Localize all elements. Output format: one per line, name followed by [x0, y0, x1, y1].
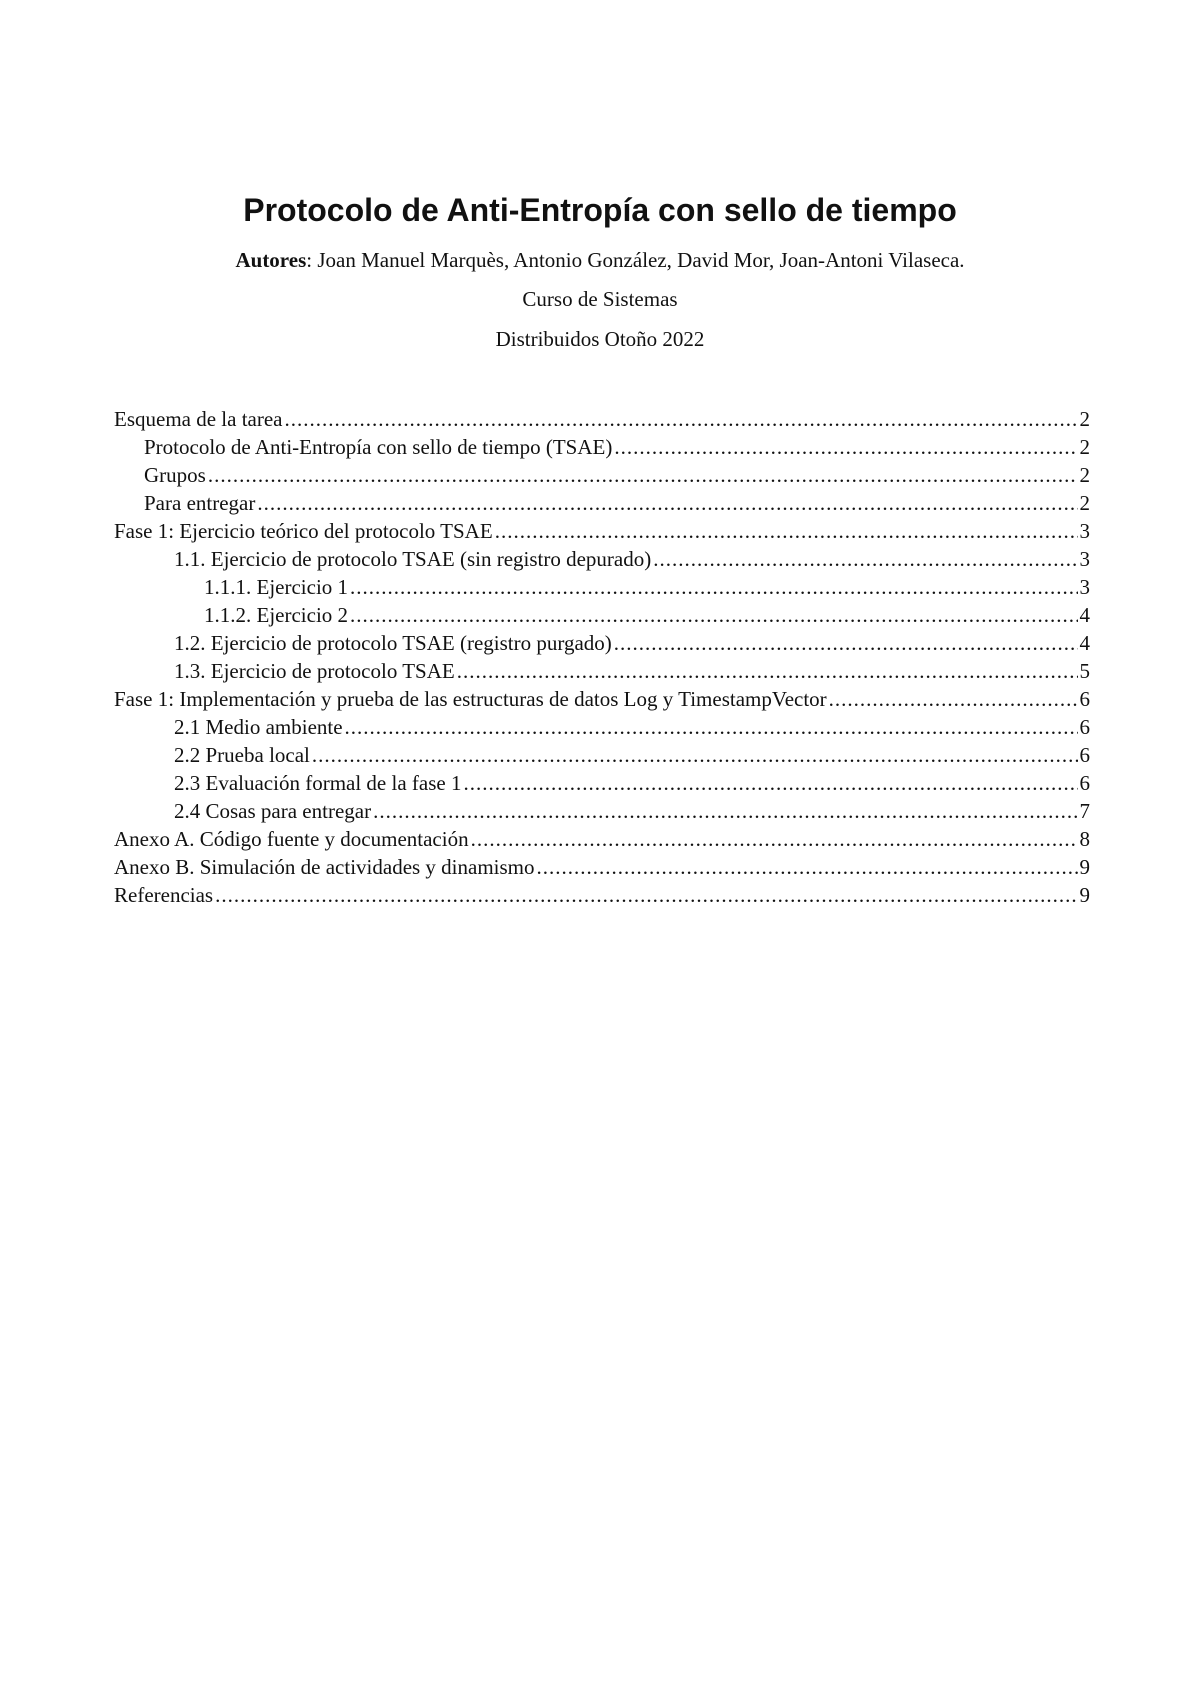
- toc-dot-leader: [208, 461, 1078, 489]
- toc-entry[interactable]: [114, 853, 1090, 881]
- toc-entry-page-number: 2: [1079, 463, 1090, 487]
- toc-dot-leader: [373, 797, 1077, 825]
- toc-entry-title: 2.4 Cosas para entregar: [174, 799, 372, 823]
- authors-line: [0, 246, 1200, 274]
- toc-entry[interactable]: [114, 573, 1090, 601]
- toc-entry-page-number: 6: [1079, 715, 1090, 739]
- toc-dot-leader: [312, 741, 1078, 769]
- toc-dot-leader: [285, 405, 1078, 433]
- toc-dot-leader: [471, 825, 1078, 853]
- course-line-2: Distribuidos Otoño 2022: [495, 327, 705, 351]
- toc-entry-page-number: 9: [1079, 883, 1090, 907]
- toc-entry-page-number: 5: [1079, 659, 1090, 683]
- toc-dot-leader: [537, 853, 1078, 881]
- toc-entry-page-number: 4: [1079, 631, 1090, 655]
- toc-entry-title: 2.1 Medio ambiente: [174, 715, 343, 739]
- toc-entry-page-number: 2: [1079, 491, 1090, 515]
- table-of-contents: [114, 405, 1090, 909]
- toc-entry[interactable]: [114, 713, 1090, 741]
- toc-entry-title: Referencias: [114, 883, 214, 907]
- toc-entry-title: 1.1.2. Ejercicio 2: [204, 603, 349, 627]
- toc-entry-title: Protocolo de Anti-Entropía con sello de tiempo (TSAE): [144, 435, 613, 459]
- document-title: Protocolo de Anti-Entropía con sello de tiempo: [243, 192, 957, 228]
- toc-dot-leader: [653, 545, 1077, 573]
- toc-dot-leader: [614, 629, 1078, 657]
- toc-dot-leader: [345, 713, 1078, 741]
- toc-entry-page-number: 2: [1079, 407, 1090, 431]
- toc-entry-title: 2.2 Prueba local: [174, 743, 310, 767]
- toc-entry-page-number: 2: [1079, 435, 1090, 459]
- toc-entry[interactable]: [114, 517, 1090, 545]
- authors-label: Autores: [235, 248, 307, 272]
- toc-entry[interactable]: [114, 405, 1090, 433]
- toc-entry-page-number: 8: [1079, 827, 1090, 851]
- toc-entry-title: 1.1. Ejercicio de protocolo TSAE (sin registro depurado): [174, 547, 652, 571]
- toc-entry[interactable]: [114, 797, 1090, 825]
- toc-entry[interactable]: [114, 825, 1090, 853]
- toc-entry[interactable]: [114, 461, 1090, 489]
- toc-entry-page-number: 9: [1079, 855, 1090, 879]
- toc-entry-page-number: 7: [1079, 799, 1090, 823]
- toc-entry-page-number: 3: [1079, 575, 1090, 599]
- toc-entry-page-number: 3: [1079, 519, 1090, 543]
- toc-dot-leader: [350, 601, 1077, 629]
- toc-entry[interactable]: [114, 881, 1090, 909]
- toc-dot-leader: [495, 517, 1078, 545]
- toc-entry[interactable]: [114, 489, 1090, 517]
- toc-entry-title: Anexo B. Simulación de actividades y dinamismo: [114, 855, 535, 879]
- toc-entry[interactable]: [114, 629, 1090, 657]
- toc-entry-page-number: 6: [1079, 687, 1090, 711]
- toc-entry-page-number: 4: [1079, 603, 1090, 627]
- toc-dot-leader: [457, 657, 1078, 685]
- toc-dot-leader: [257, 489, 1077, 517]
- course-line-1: Curso de Sistemas: [522, 287, 678, 311]
- toc-entry[interactable]: [114, 657, 1090, 685]
- toc-dot-leader: [614, 433, 1077, 461]
- toc-entry-title: Fase 1: Implementación y prueba de las estructuras de datos Log y TimestampVector: [114, 687, 827, 711]
- toc-entry-title: Grupos: [144, 463, 206, 487]
- toc-entry[interactable]: [114, 545, 1090, 573]
- toc-entry-title: Esquema de la tarea: [114, 407, 283, 431]
- toc-entry-title: 2.3 Evaluación formal de la fase 1: [174, 771, 462, 795]
- toc-dot-leader: [463, 769, 1077, 797]
- toc-entry-title: 1.3. Ejercicio de protocolo TSAE: [174, 659, 455, 683]
- toc-entry[interactable]: [114, 433, 1090, 461]
- toc-entry-page-number: 6: [1079, 771, 1090, 795]
- toc-entry[interactable]: [114, 741, 1090, 769]
- toc-entry-title: 1.2. Ejercicio de protocolo TSAE (registro purgado): [174, 631, 612, 655]
- toc-entry[interactable]: [114, 601, 1090, 629]
- toc-entry-page-number: 6: [1079, 743, 1090, 767]
- toc-entry[interactable]: [114, 685, 1090, 713]
- toc-entry-title: Para entregar: [144, 491, 256, 515]
- toc-entry-page-number: 3: [1079, 547, 1090, 571]
- toc-dot-leader: [350, 573, 1077, 601]
- toc-entry-title: 1.1.1. Ejercicio 1: [204, 575, 349, 599]
- toc-entry-title: Fase 1: Ejercicio teórico del protocolo TSAE: [114, 519, 493, 543]
- toc-dot-leader: [215, 881, 1077, 909]
- toc-entry-title: Anexo A. Código fuente y documentación: [114, 827, 469, 851]
- authors-names: : Joan Manuel Marquès, Antonio González, David Mor, Joan-Antoni Vilaseca.: [306, 248, 965, 272]
- toc-dot-leader: [829, 685, 1078, 713]
- toc-entry[interactable]: [114, 769, 1090, 797]
